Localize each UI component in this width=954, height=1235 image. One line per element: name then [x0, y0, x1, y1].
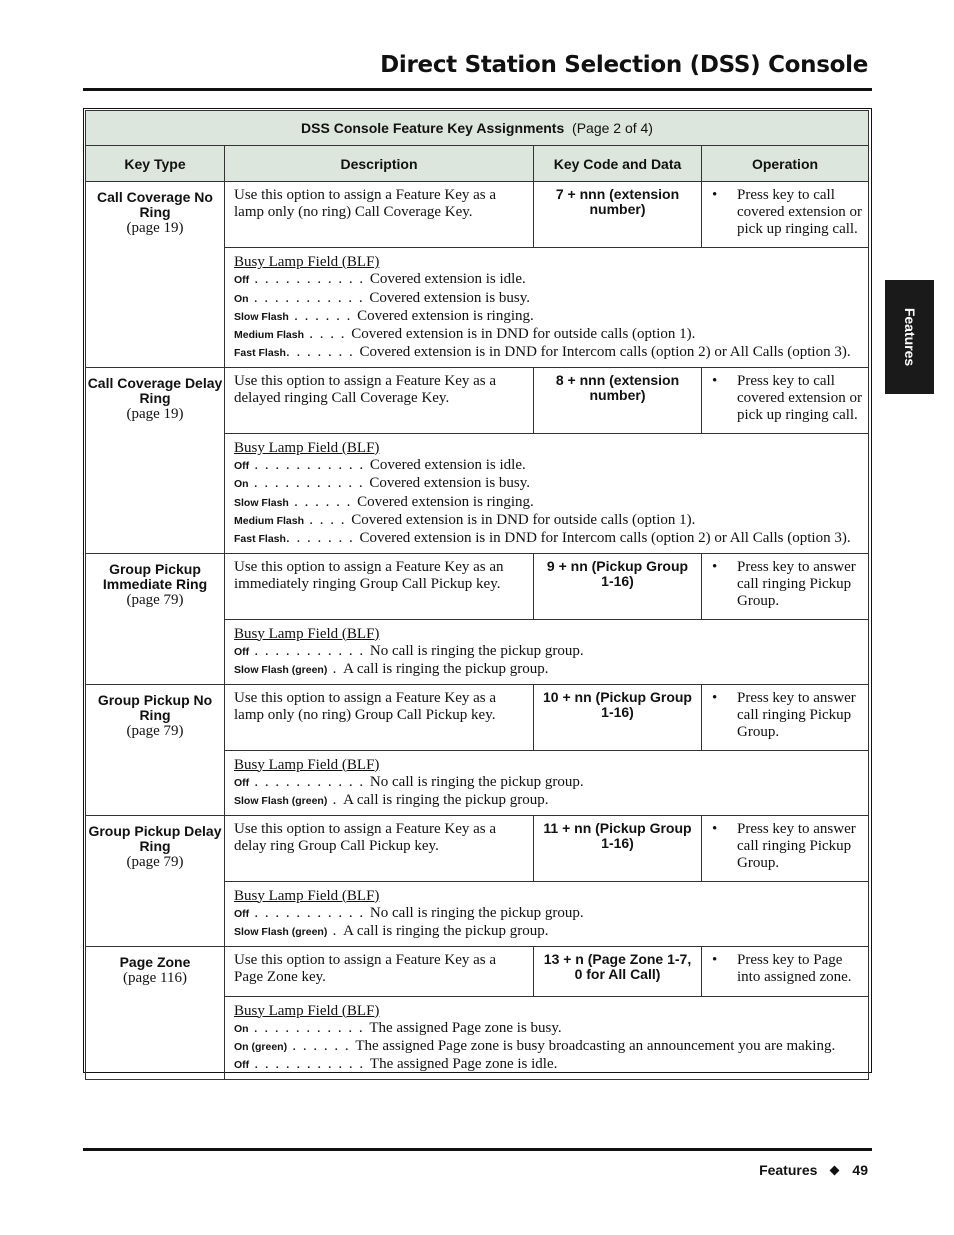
blf-state-line: [234, 1020, 860, 1038]
footer-rule: [83, 1148, 872, 1151]
blf-state-label: Medium Flash: [234, 514, 305, 527]
blf-state-line: [234, 905, 860, 923]
leader-dots: . . . . . . . . . . .: [249, 271, 370, 288]
leader-dots: . . . .: [304, 511, 352, 528]
page-reference: (page 79): [126, 853, 184, 870]
blf-state-label: Slow Flash (green): [234, 926, 328, 939]
table-row: [86, 182, 869, 248]
operation-cell: [702, 946, 869, 996]
key-type-cell: [86, 684, 225, 815]
blf-state-line: [234, 512, 860, 530]
blf-state-line: [234, 271, 860, 289]
blf-state-line: [234, 290, 860, 308]
bullet-icon: •: [712, 820, 718, 837]
blf-state-text: No call is ringing the pickup group.: [369, 642, 584, 659]
table-caption-page: (Page 2 of 4): [572, 120, 653, 136]
key-type-cell: [86, 367, 225, 553]
page-reference: (page 79): [126, 591, 184, 608]
blf-state-line: [234, 1056, 860, 1074]
blf-state-text: Covered extension is idle.: [369, 457, 526, 474]
leader-dots: . . . . . .: [288, 493, 358, 510]
table-row: [86, 815, 869, 881]
operation-text: Press key to answer call ringing Pickup Group.: [737, 558, 856, 609]
description-cell: Use this option to assign a Feature Key as a delayed ringing Call Coverage Key.: [225, 367, 534, 433]
blf-state-line: [234, 661, 860, 679]
blf-state-text: Covered extension is ringing.: [357, 307, 534, 324]
blf-heading: Busy Lamp Field (BLF): [234, 439, 380, 456]
blf-state-line: [234, 530, 860, 548]
table-caption-title: DSS Console Feature Key Assignments: [301, 120, 565, 136]
leader-dots: . . . . . . . . . . .: [249, 642, 370, 659]
bullet-icon: •: [712, 689, 718, 706]
bullet-icon: •: [712, 558, 718, 575]
blf-cell: [225, 619, 869, 684]
description-cell: Use this option to assign a Feature Key as an immediately ringing Group Call Pickup key.: [225, 553, 534, 619]
blf-state-text: Covered extension is in DND for outside calls (option 1).: [351, 511, 696, 528]
description-cell: Use this option to assign a Feature Key as a delay ring Group Call Pickup key.: [225, 815, 534, 881]
feature-key-table: [85, 110, 869, 1080]
key-type-name: Group Pickup No Ring: [97, 691, 213, 723]
blf-state-text: No call is ringing the pickup group.: [369, 904, 584, 921]
blf-state-text: Covered extension is idle.: [369, 271, 526, 288]
operation-text: Press key to answer call ringing Pickup Group.: [737, 689, 856, 740]
blf-state-label: Off: [234, 645, 250, 658]
table-caption: [86, 111, 869, 146]
leader-dots: .: [327, 792, 344, 809]
footer-section: Features: [759, 1162, 818, 1178]
table-row: [86, 553, 869, 619]
blf-heading: Busy Lamp Field (BLF): [234, 756, 380, 773]
blf-state-text: Covered extension is in DND for Intercom calls (option 2) or All Calls (option 3).: [359, 530, 851, 547]
blf-state-text: Covered extension is in DND for outside calls (option 1).: [351, 326, 696, 343]
table-row: [86, 367, 869, 433]
blf-state-text: No call is ringing the pickup group.: [369, 773, 584, 790]
key-type-name: Group Pickup Delay Ring: [88, 822, 222, 854]
operation-item: [708, 559, 862, 610]
key-type-cell: [86, 553, 225, 684]
blf-state-label: On (green): [234, 1041, 288, 1054]
key-type-name: Group Pickup Immediate Ring: [102, 560, 208, 592]
blf-state-text: Covered extension is in DND for Intercom calls (option 2) or All Calls (option 3).: [359, 344, 851, 361]
description-cell: Use this option to assign a Feature Key as a Page Zone key.: [225, 946, 534, 996]
blf-state-line: [234, 643, 860, 661]
page-reference: (page 19): [126, 220, 184, 236]
blf-state-label: Medium Flash: [234, 329, 305, 342]
leader-dots: . . . . . . . . . . .: [249, 904, 370, 921]
description-cell: Use this option to assign a Feature Key as a lamp only (no ring) Call Coverage Key.: [225, 182, 534, 248]
blf-state-line: [234, 326, 860, 344]
side-section-tab: [885, 280, 934, 394]
blf-state-line: [234, 344, 860, 362]
operation-cell: [702, 182, 869, 248]
operation-cell: [702, 684, 869, 750]
blf-heading: Busy Lamp Field (BLF): [234, 625, 380, 642]
blf-state-label: Slow Flash (green): [234, 664, 328, 677]
blf-state-label: Slow Flash: [234, 496, 289, 509]
blf-state-text: Covered extension is ringing.: [357, 493, 534, 510]
leader-dots: . . . .: [304, 326, 352, 343]
blf-state-label: Slow Flash: [234, 310, 289, 323]
blf-state-label: On: [234, 292, 249, 305]
blf-state-label: Off: [234, 460, 250, 473]
key-type-cell: [86, 946, 225, 1079]
leader-dots: . . . . . . .: [285, 344, 360, 361]
page-reference: (page 116): [123, 969, 187, 986]
blf-state-line: [234, 457, 860, 475]
leader-dots: . . . . . . . . . . .: [248, 475, 370, 492]
blf-cell: [225, 248, 869, 368]
key-type-name: Call Coverage Delay Ring: [87, 374, 223, 406]
blf-state-label: Off: [234, 274, 250, 287]
key-code-cell: 7 + nnn (extension number): [534, 182, 702, 248]
key-code-cell: 9 + nn (Pickup Group 1-16): [534, 553, 702, 619]
blf-state-line: [234, 475, 860, 493]
table-row: [86, 946, 869, 996]
leader-dots: .: [327, 923, 344, 940]
diamond-icon: [830, 1166, 840, 1176]
blf-state-text: The assigned Page zone is busy broadcasting an announcement you are making.: [355, 1038, 836, 1055]
key-type-cell: [86, 815, 225, 946]
bullet-icon: •: [712, 951, 718, 968]
leader-dots: . . . . . . .: [285, 530, 360, 547]
blf-state-line: [234, 308, 860, 326]
header-rule: [83, 88, 872, 91]
blf-cell: [225, 750, 869, 815]
blf-state-line: [234, 923, 860, 941]
blf-state-line: [234, 494, 860, 512]
key-code-cell: 13 + n (Page Zone 1-7, 0 for All Call): [534, 946, 702, 996]
blf-cell: [225, 996, 869, 1079]
leader-dots: . . . . . .: [287, 1038, 356, 1055]
leader-dots: . . . . . . . . . . .: [249, 773, 370, 790]
blf-cell: [225, 881, 869, 946]
column-header-key-type: Key Type: [86, 146, 225, 182]
operation-item: [708, 187, 862, 238]
operation-cell: [702, 553, 869, 619]
column-header-description: Description: [225, 146, 534, 182]
operation-cell: [702, 815, 869, 881]
page-reference: (page 79): [126, 722, 184, 739]
blf-state-label: Off: [234, 907, 250, 920]
blf-state-text: A call is ringing the pickup group.: [343, 923, 549, 940]
column-header-operation: Operation: [702, 146, 869, 182]
column-header-key-code: Key Code and Data: [534, 146, 702, 182]
bullet-icon: •: [712, 187, 718, 203]
blf-state-line: [234, 792, 860, 810]
blf-state-label: On: [234, 478, 249, 491]
table-row: [86, 684, 869, 750]
leader-dots: .: [327, 661, 344, 678]
operation-text: Press key to call covered extension or pick up ringing call.: [737, 372, 862, 423]
blf-state-label: Fast Flash: [234, 533, 286, 546]
page-number: 49: [852, 1162, 868, 1178]
blf-state-text: Covered extension is busy.: [369, 475, 531, 492]
operation-item: [708, 690, 862, 741]
blf-state-label: Off: [234, 1059, 250, 1072]
key-code-cell: 10 + nn (Pickup Group 1-16): [534, 684, 702, 750]
blf-heading: Busy Lamp Field (BLF): [234, 1002, 380, 1019]
operation-cell: [702, 367, 869, 433]
blf-state-text: A call is ringing the pickup group.: [343, 661, 549, 678]
leader-dots: . . . . . . . . . . .: [249, 457, 370, 474]
blf-state-text: The assigned Page zone is idle.: [369, 1056, 558, 1073]
blf-state-label: Slow Flash (green): [234, 795, 328, 808]
key-type-cell: [86, 182, 225, 368]
blf-state-line: [234, 774, 860, 792]
key-type-name: Page Zone: [119, 953, 191, 970]
operation-text: Press key to call covered extension or pick up ringing call.: [737, 187, 862, 237]
key-code-cell: 8 + nnn (extension number): [534, 367, 702, 433]
leader-dots: . . . . . . . . . . .: [248, 1019, 370, 1036]
operation-item: [708, 952, 862, 986]
blf-state-label: Fast Flash: [234, 347, 286, 360]
blf-heading: Busy Lamp Field (BLF): [234, 887, 380, 904]
operation-text: Press key to answer call ringing Pickup Group.: [737, 820, 856, 871]
page-reference: (page 19): [126, 405, 184, 422]
page-footer: [759, 1162, 868, 1178]
blf-heading: Busy Lamp Field (BLF): [234, 254, 380, 270]
bullet-icon: •: [712, 372, 718, 389]
blf-state-text: A call is ringing the pickup group.: [343, 792, 549, 809]
operation-text: Press key to Page into assigned zone.: [737, 951, 852, 985]
leader-dots: . . . . . . . . . . .: [248, 289, 370, 306]
blf-cell: [225, 433, 869, 553]
operation-item: [708, 373, 862, 424]
page-title: Direct Station Selection (DSS) Console: [380, 52, 868, 78]
operation-item: [708, 821, 862, 872]
leader-dots: . . . . . .: [288, 307, 358, 324]
key-code-cell: 11 + nn (Pickup Group 1-16): [534, 815, 702, 881]
blf-state-label: On: [234, 1022, 249, 1035]
description-cell: Use this option to assign a Feature Key as a lamp only (no ring) Group Call Pickup key.: [225, 684, 534, 750]
leader-dots: . . . . . . . . . . .: [249, 1056, 370, 1073]
blf-state-label: Off: [234, 776, 250, 789]
key-type-name: Call Coverage No Ring: [97, 189, 213, 220]
blf-state-text: Covered extension is busy.: [369, 289, 531, 306]
side-tab-label: Features: [901, 307, 918, 367]
blf-state-text: The assigned Page zone is busy.: [369, 1019, 562, 1036]
blf-state-line: [234, 1038, 860, 1056]
